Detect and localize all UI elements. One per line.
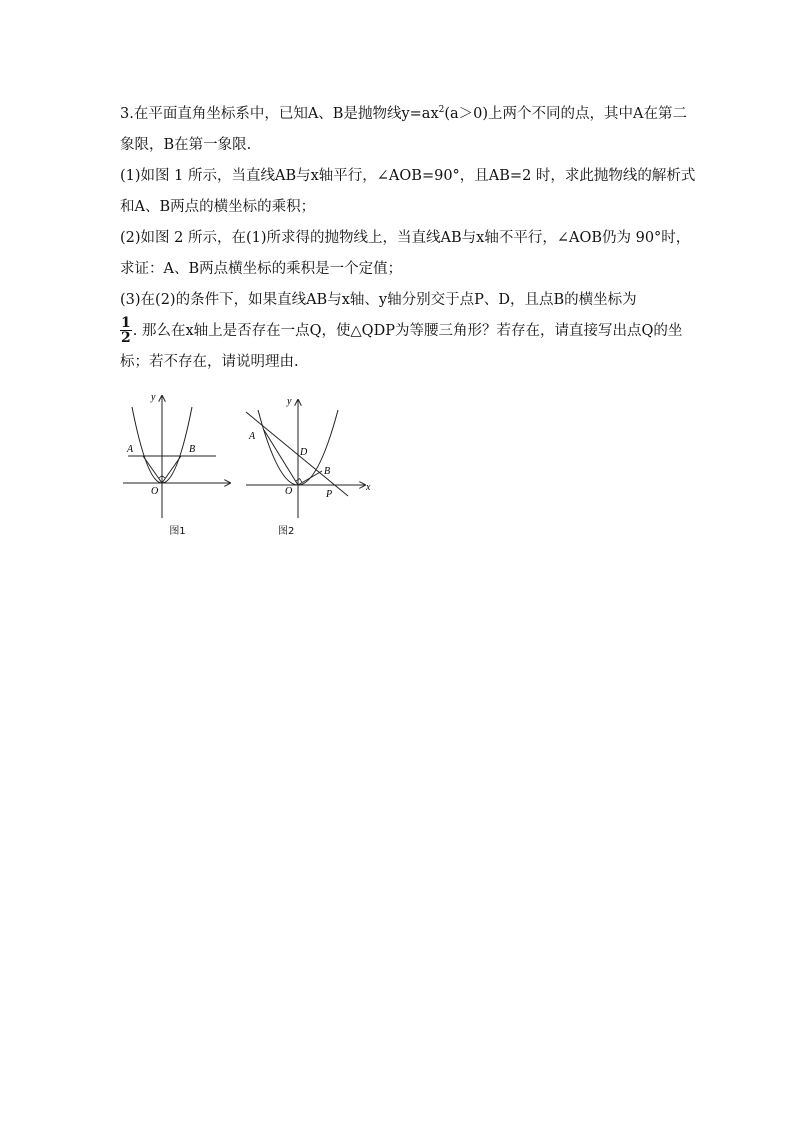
- figure-1-graph: [120, 390, 235, 520]
- question-part-2: (2)如图 2 所示，在(1)所求得的抛物线上，当直线AB与x轴不平行，∠AOB仍为 90°时，求证：A、B两点横坐标的乘积是一个定值；: [120, 229, 691, 277]
- segment-OB: [298, 471, 322, 485]
- figure-2: [240, 390, 375, 537]
- segment-OA: [143, 456, 162, 483]
- label-D: D: [300, 447, 308, 458]
- label-x: x: [366, 482, 371, 493]
- label-O: O: [151, 486, 159, 497]
- label-A: A: [249, 431, 256, 442]
- figure-1-caption: 图1: [169, 526, 186, 537]
- figure-2-caption: 图2: [278, 526, 295, 537]
- question-block: [120, 95, 700, 378]
- question-intro: 3.在平面直角坐标系中，已知A、B是抛物线$y=ax^2(a>0)$上两个不同的点，其中A在第二象限，B在第一象限.: [120, 105, 688, 153]
- label-P: P: [326, 489, 333, 500]
- figure-2-graph: [240, 390, 375, 520]
- label-B: B: [189, 444, 196, 455]
- label-y: y: [151, 392, 156, 403]
- question-part-3: (3)在(2)的条件下，如果直线AB与x轴、y轴分别交于点P、D，且点B的横坐标为 $\frac{1}{2}$ . 那么在x轴上是否存在一点Q，使△QDP为等腰三角形？若存在，请直接写出点Q的坐标；若不存在，请说明理由.: [120, 291, 683, 370]
- label-B: B: [324, 466, 331, 477]
- fraction-one-half: $\frac{1}{2}$: [121, 315, 131, 347]
- segment-OA: [264, 430, 298, 485]
- figure-1: [120, 390, 235, 537]
- label-O: O: [285, 486, 293, 497]
- label-A: A: [127, 444, 134, 455]
- segment-OB: [162, 456, 181, 483]
- question-part-1: (1)如图 1 所示，当直线AB与x轴平行，∠AOB=90°，且AB=2 时，求此抛物线的解析式和A、B两点的横坐标的乘积；: [120, 167, 696, 215]
- label-y: y: [287, 396, 292, 407]
